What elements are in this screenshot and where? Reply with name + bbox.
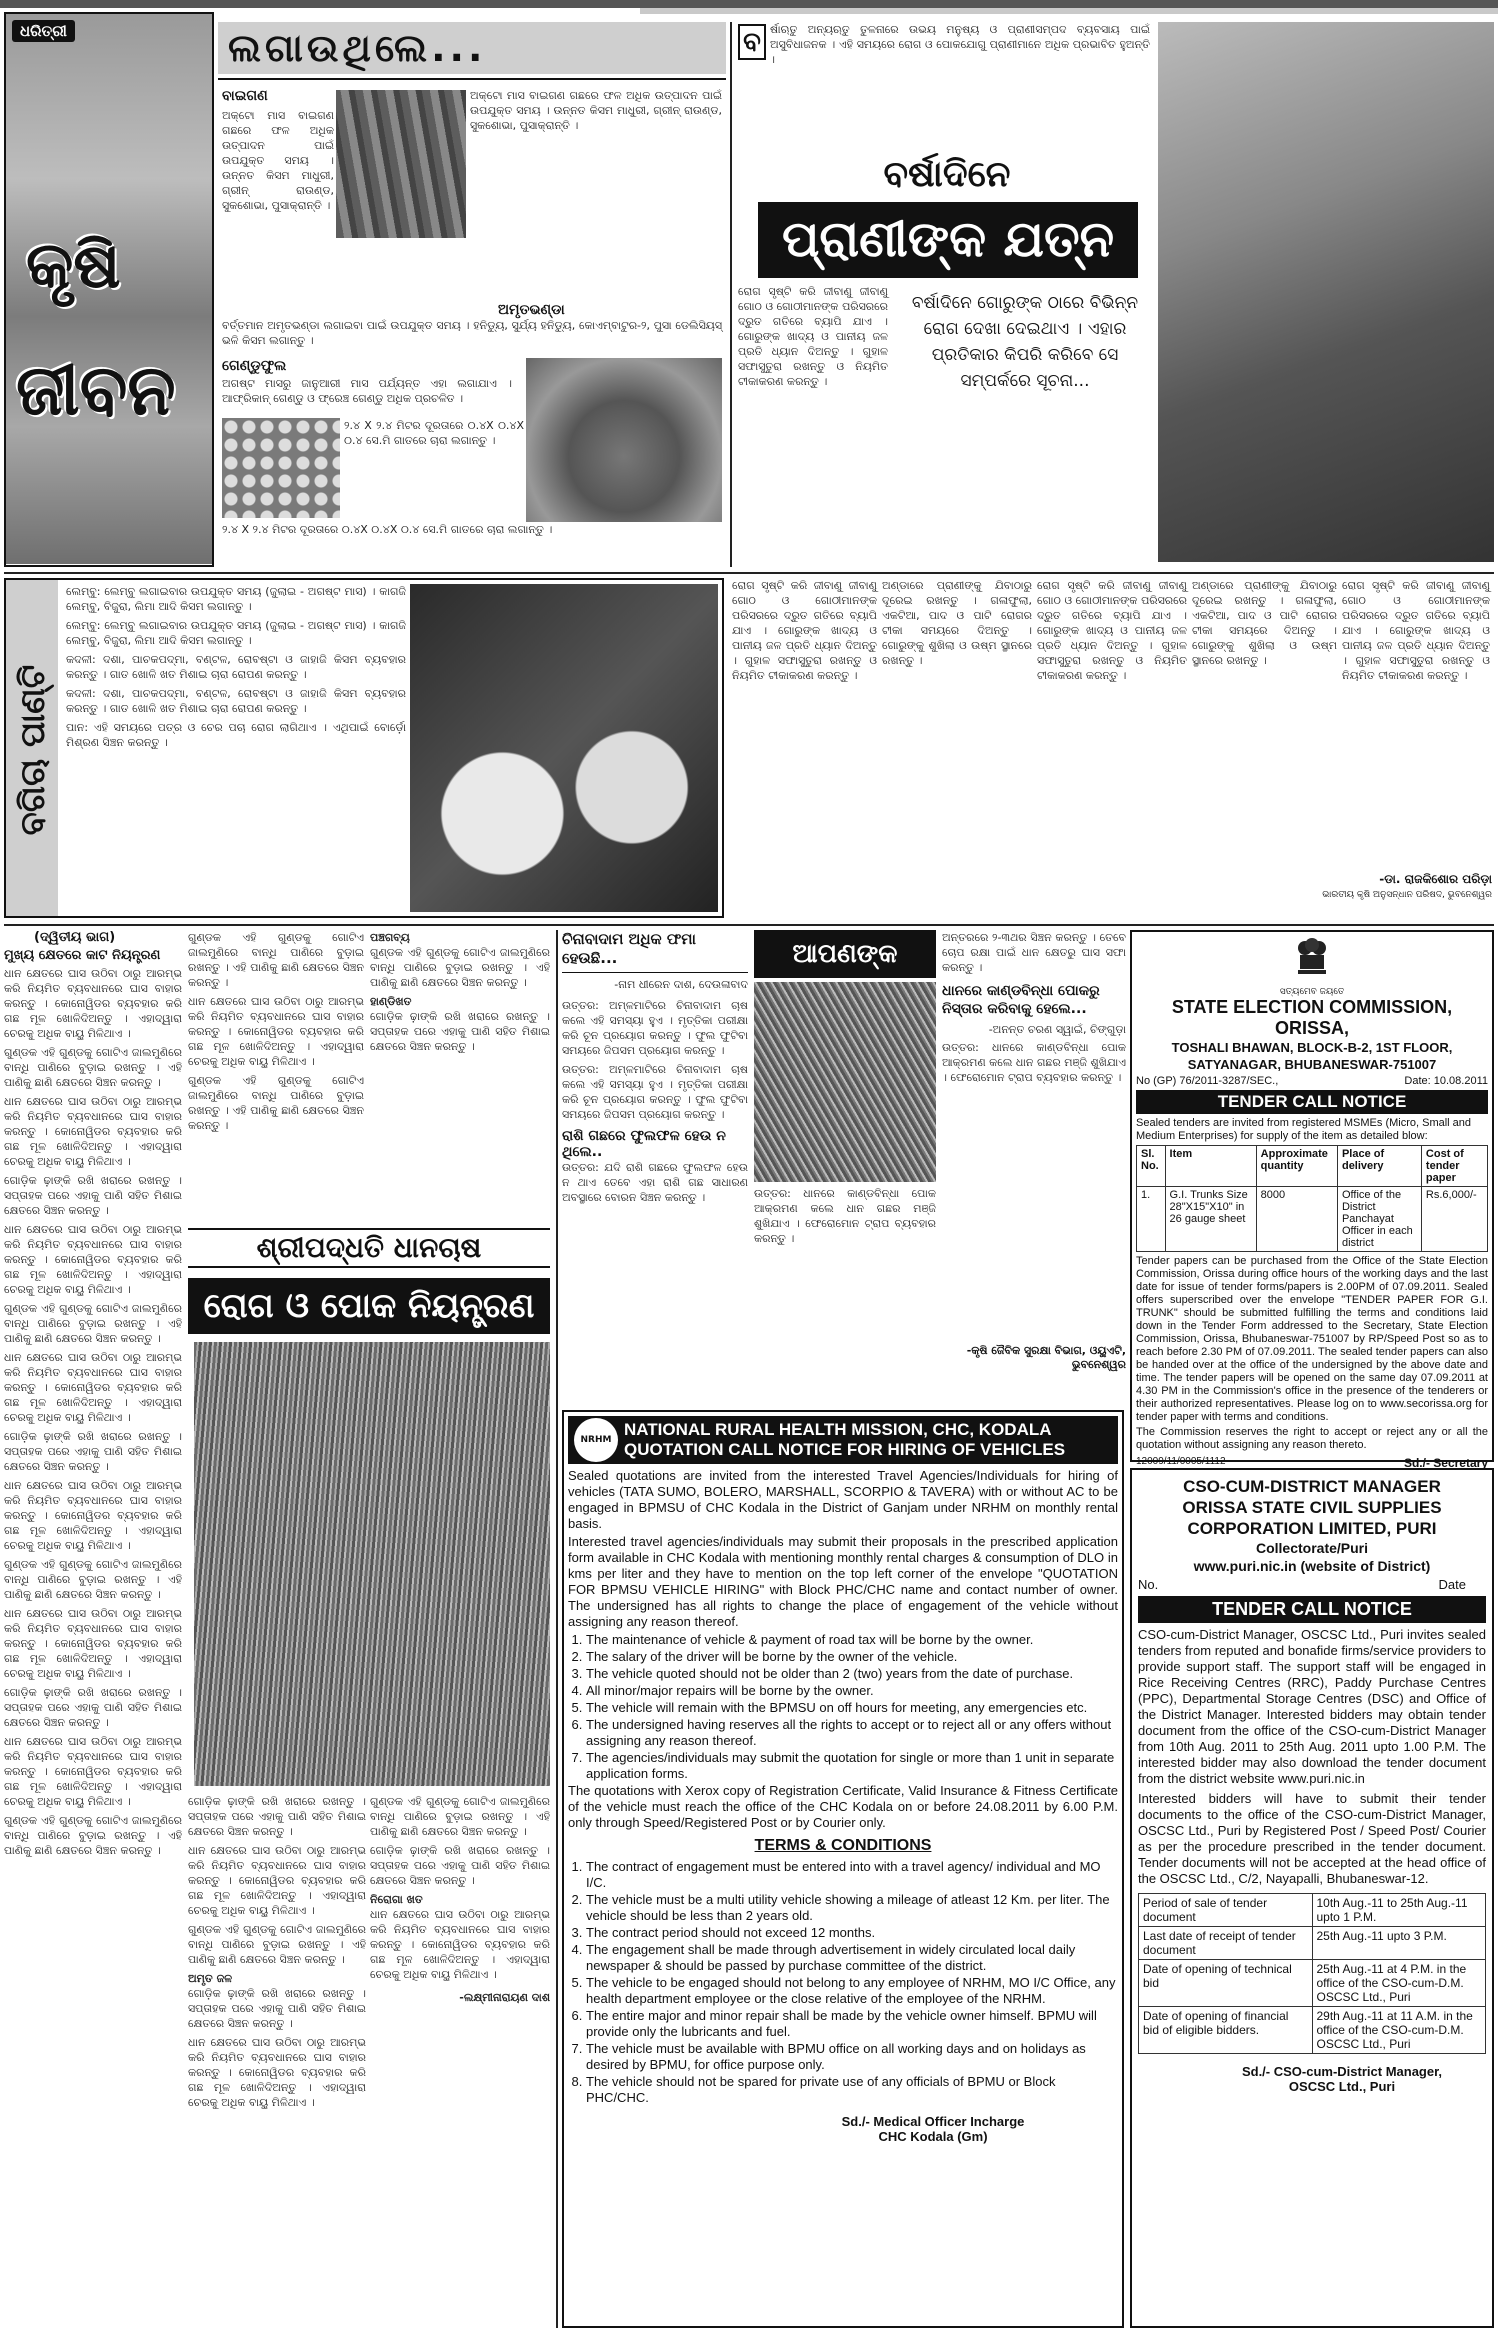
paddy-part: (ଦ୍ୱିତୀୟ ଭାଗ) bbox=[34, 930, 116, 945]
oscsc-sched-label-4: Date of opening of financial bid of eligible bidders. bbox=[1139, 2007, 1313, 2054]
nrhm-term-3: 3. The contract period should not exceed 12 months. bbox=[586, 1925, 1118, 1941]
oscsc-sched-value-3: 25th Aug.-11 at 4 P.M. in the office of the CSO-cum-D.M. OSCSC Ltd., Puri bbox=[1312, 1960, 1486, 2007]
paddy-col2b-p1: ଗୋଡ଼ିକ ଢ଼ାଙ୍କି ରଖି ଖରାରେ ରଖନ୍ତୁ । ସପ୍ତାହକ ପରେ ଏହାକୁ ପାଣି ସହିତ ମିଶାଇ କ୍ଷେତରେ ସିଞ୍ଚନ କରନ୍ତୁ । bbox=[188, 1795, 366, 1838]
animal-col-5: ରୋଗ ସୃଷ୍ଟି କରି ଜୀବାଣୁ ଜୀବାଣୁ ଗୋଠ ଓ ଗୋଠୀମାନଙ୍କ ପରିସରରେ ଦ୍ରୁତ ଗତିରେ ବ୍ୟାପି ଯାଏ । ଗୋରୁଙ୍କ ଖାଦ୍ୟ ଓ ପାନୀୟ ଜଳ ପ୍ରତି ଧ୍ୟାନ ଦିଅନ୍ତୁ । ଗୁହାଳ ସଫାସୁତୁରା ରଖନ୍ତୁ ଓ ନିୟମିତ ଟୀକାକରଣ କରନ୍ତୁ । bbox=[1342, 579, 1490, 682]
chinabadam-body-2: ଉତ୍ତର: ଅମ୍ଳମାଟିରେ ଚିନାବାଦାମ ଚାଷ କଲେ ଏହି ସମସ୍ୟା ହୁଏ । ମୃତ୍ତିକା ପରୀକ୍ଷା କରି ଚୂନ ପ୍ରୟୋଗ କରନ୍ତୁ । ଫୁଲ ଫୁଟିବା ସମୟରେ ଜିପସମ ପ୍ରୟୋଗ କରନ୍ତୁ । bbox=[562, 1063, 748, 1121]
paddy-sub-amrutajala: ଅମୃତ ଜଳ bbox=[188, 1972, 233, 1985]
paddy-col1-p8: ଗୋଡ଼ିକ ଢ଼ାଙ୍କି ରଖି ଖରାରେ ରଖନ୍ତୁ । ସପ୍ତାହକ ପରେ ଏହାକୁ ପାଣି ସହିତ ମିଶାଇ କ୍ଷେତରେ ସିଞ୍ଚନ କରନ୍ତୁ । bbox=[4, 1430, 182, 1473]
animal-headline-main: ପ୍ରାଣୀଙ୍କ ଯତ୍ନ bbox=[758, 202, 1138, 278]
paddy-col2b-p3: ଗୁଣ୍ଡକ ଏହି ଗୁଣ୍ଡକୁ ଗୋଟିଏ ଜାଲମୁଣିରେ ବାନ୍ଧି ପାଣିରେ ବୁଡ଼ାଇ ରଖନ୍ତୁ । ଏହି ପାଣିକୁ ଛାଣି କ୍ଷେତରେ ସିଞ୍ଚନ କରନ୍ତୁ । bbox=[188, 1923, 366, 1966]
sec-sign: Sd./- Secretary bbox=[1403, 1456, 1488, 1470]
top-band-gray bbox=[640, 8, 1498, 14]
paddy-col2b-p4: ଗୋଡ଼ିକ ଢ଼ାଙ୍କି ରଖି ଖରାରେ ରଖନ୍ତୁ । ସପ୍ତାହକ ପରେ ଏହାକୁ ପାଣି ସହିତ ମିଶାଇ କ୍ଷେତରେ ସିଞ୍ଚନ କରନ୍ତୁ । bbox=[188, 1987, 366, 2030]
garden-side-title: ବଗିଚା ପାଣ୍ଟି bbox=[13, 664, 53, 836]
table-row bbox=[1139, 1894, 1486, 1927]
cow-photo bbox=[1158, 22, 1494, 562]
planting-sub-baigana: ବାଇଗଣ bbox=[222, 88, 268, 104]
article-chinabadam bbox=[562, 930, 748, 1404]
marigold-photo bbox=[222, 418, 340, 518]
oscsc-date: Date bbox=[1438, 1577, 1466, 1592]
oscsc-sign-1: Sd./- CSO-cum-District Manager, bbox=[1241, 2064, 1443, 2079]
paddy-sub-nirogakhata: ନିରୋଗା ଖତ bbox=[370, 1893, 423, 1906]
paddy-col-3b bbox=[370, 1794, 550, 2324]
article-animal-cont bbox=[732, 578, 1494, 918]
paddy-sub-handikhata: ହାଣ୍ଡିଖତ bbox=[370, 995, 412, 1008]
animal-col-1: ରୋଗ ସୃଷ୍ଟି କରି ଜୀବାଣୁ ଜୀବାଣୁ ଗୋଠ ଓ ଗୋଠୀମାନଙ୍କ ପରିସରରେ ଦ୍ରୁତ ଗତିରେ ବ୍ୟାପି ଯାଏ । ଗୋରୁଙ୍କ ଖାଦ୍ୟ ଓ ପାନୀୟ ଜଳ ପ୍ରତି ଧ୍ୟାନ ଦିଅନ୍ତୁ । ଗୁହାଳ ସଫାସୁତୁରା ରଖନ୍ତୁ ଓ ନିୟମିତ ଟୀକାକରଣ କରନ୍ତୁ । bbox=[732, 579, 877, 682]
question-byline-2: -କୃଷି ଜୈବିକ ସୁରକ୍ଷା ବିଭାଗ, ଓୟୁଏଟି, ଭୁବନେଶ୍ୱର bbox=[966, 1344, 1126, 1371]
animal-dropcap: ବ bbox=[738, 24, 766, 60]
sec-emblem-caption: ସତ୍ୟମେବ ଜୟତେ bbox=[1279, 987, 1345, 997]
paddy-col1-p1: ଧାନ କ୍ଷେତରେ ଘାସ ଉଠିବା ଠାରୁ ଆରମ୍ଭ କରି ନିୟମିତ ବ୍ୟବଧାନରେ ଘାସ ବାହାର କରନ୍ତୁ । କୋନୋୱିଡର ବ୍ୟବହାର କରି ଗଛ ମୂଳ ଖୋଳିଦିଅନ୍ତୁ । ଏହାଦ୍ୱାରା ଚେରକୁ ଅଧିକ ବାୟୁ ମିଳିଥାଏ । bbox=[4, 967, 182, 1040]
masthead-panel bbox=[4, 12, 214, 567]
garden-lemon-2: ଲେମ୍ବୁ: ଲେମ୍ବୁ ଲଗାଇବାର ଉପଯୁକ୍ତ ସମୟ (ଜୁଲାଇ - ଅଗଷ୍ଟ ମାସ) । କାଗଜି ଲେମ୍ବୁ, ବିଜୁରା, ଲିମା ଆଦି କିସମ ଲଗାନ୍ତୁ । bbox=[66, 619, 406, 647]
nrhm-terms bbox=[568, 1859, 1118, 2106]
sec-th-1: Sl. No. bbox=[1137, 1146, 1166, 1187]
oscsc-sched-label-3: Date of opening of technical bid bbox=[1139, 1960, 1313, 2007]
emblem-icon bbox=[1292, 936, 1332, 984]
paddy-col3b-p3: ଧାନ କ୍ଷେତରେ ଘାସ ଉଠିବା ଠାରୁ ଆରମ୍ଭ କରି ନିୟମିତ ବ୍ୟବଧାନରେ ଘାସ ବାହାର କରନ୍ତୁ । କୋନୋୱିଡର ବ୍ୟବହାର କରି ଗଛ ମୂଳ ଖୋଳିଦିଅନ୍ତୁ । ଏହାଦ୍ୱାରା ଚେରକୁ ଅଧିକ ବାୟୁ ମିଳିଥାଏ । bbox=[370, 1908, 550, 1981]
paddy-col1-p12: ଗୋଡ଼ିକ ଢ଼ାଙ୍କି ରଖି ଖରାରେ ରଖନ୍ତୁ । ସପ୍ତାହକ ପରେ ଏହାକୁ ପାଣି ସହିତ ମିଶାଇ କ୍ଷେତରେ ସିଞ୍ଚନ କରନ୍ତୁ । bbox=[4, 1686, 182, 1729]
paddy-sub: ମୁଖ୍ୟ କ୍ଷେତରେ କାଟ ନିୟନ୍ତ୍ରଣ bbox=[4, 948, 161, 963]
article-planting bbox=[218, 22, 726, 567]
divider-row-2 bbox=[4, 924, 1494, 926]
animal-intro: ର୍ଷାଋତୁ ଅନ୍ୟଋତୁ ତୁଳନାରେ ଉଭୟ ମନୁଷ୍ୟ ଓ ପ୍ରାଣୀସମ୍ପଦ ବ୍ୟବସାୟ ପାଇଁ ଅସୁବିଧାଜନକ । ଏହି ସମୟରେ ରୋଗ ଓ ପୋକଯୋଗୁ ପ୍ରାଣୀମାନେ ଅଧିକ ପ୍ରଭାବିତ ହୁଅନ୍ତି । bbox=[770, 23, 1150, 66]
oscsc-sched-value-1: 10th Aug.-11 to 25th Aug.-11 upto 1 P.M. bbox=[1312, 1894, 1486, 1927]
garden-betel: ପାନ: ଏହି ସମୟରେ ପତ୍ର ଓ ଚେର ପଚା ରୋଗ ଲାଗିଥାଏ । ଏଥିପାଇଁ ବୋର୍ଡ଼ୋ ମିଶ୍ରଣ ସିଞ୍ଚନ କରନ୍ତୁ । bbox=[66, 721, 406, 749]
paddy-col-2b bbox=[188, 1794, 366, 2324]
paddy-col1-p2: ଗୁଣ୍ଡକ ଏହି ଗୁଣ୍ଡକୁ ଗୋଟିଏ ଜାଲମୁଣିରେ ବାନ୍ଧି ପାଣିରେ ବୁଡ଼ାଇ ରଖନ୍ତୁ । ଏହି ପାଣିକୁ ଛାଣି କ୍ଷେତରେ ସିଞ୍ଚନ କରନ୍ତୁ । bbox=[4, 1046, 182, 1089]
sec-td-3: 8000 bbox=[1256, 1187, 1337, 1252]
paddy-col-3 bbox=[370, 930, 550, 1226]
divider-row-1 bbox=[4, 572, 1494, 574]
question-q: ଧାନରେ କାଣ୍ଡବିନ୍ଧା ପୋକରୁ ନିସ୍ତାର କରିବାକୁ ହେଲେ... bbox=[942, 983, 1100, 1017]
paddy-col1-p10: ଗୁଣ୍ଡକ ଏହି ଗୁଣ୍ଡକୁ ଗୋଟିଏ ଜାଲମୁଣିରେ ବାନ୍ଧି ପାଣିରେ ବୁଡ଼ାଇ ରଖନ୍ତୁ । ଏହି ପାଣିକୁ ଛାଣି କ୍ଷେତରେ ସିଞ୍ଚନ କରନ୍ତୁ । bbox=[4, 1558, 182, 1601]
planting-sub-amrutabhanda: ଅମୃତଭଣ୍ଡା bbox=[498, 302, 565, 318]
oscsc-notice bbox=[1130, 1468, 1494, 2328]
table-row bbox=[1139, 1927, 1486, 1960]
nrhm-term-7: 7. The vehicle must be available with BPMU office on all working days and on holidays as desired by BPMU, for office purpose only. bbox=[586, 2041, 1118, 2073]
planting-heading-bar bbox=[218, 22, 726, 74]
paddy-field-photo bbox=[194, 1342, 550, 1786]
oscsc-body: CSO-cum-District Manager, OSCSC Ltd., Puri invites sealed tenders from reputed and bonafide firms/service providers to provide support staff. The support staff will be engaged in Rice Receiving Centres (RRC), Paddy Purchase Centres (PPC), Departmental Storage Centres (DSC) and Office of the District Manager. Interested bidders may obtain tender document from the office of the CSO-cum-District Manager from 10th Aug. 2011 to 25th Aug. 2011 upto 1.00 P.M. The interested bidder may also download the tender document from the district website www.puri.nic.in bbox=[1138, 1627, 1486, 1786]
nrhm-sign-2: CHC Kodala (Gm) bbox=[878, 2129, 988, 2144]
sec-th-3: Approximate quantity bbox=[1256, 1146, 1337, 1187]
nrhm-term-5: 5. The vehicle to be engaged should not belong to any employee of NRHM, MO I/C Office, any health department employee or the close relative of the employee of the NRHM. bbox=[586, 1975, 1118, 2007]
sec-body: Tender papers can be purchased from the Office of the State Election Commission, Orissa during office hours of the working days and the last date for issue of tender forms/papers is 2.00PM of 07.09.2011. Sealed offers superscribed over the envelope "TENDER PAPER FOR G.I. TRUNK" should be submitted fulfilling the terms and conditions laid down in the Tender Form addressed to the Secretary, State Election Commission, Orissa, Bhubaneswar-751007 by RP/Speed Post so as to reach before 2.30 PM of 07.09.2011. The sealed tender papers can also be handed over at the office of the undersigned by the above date and time. The tender papers will be opened on the same day 07.09.2011 at 4.30 PM in the Commission's office in the presence of the tenderers or their authorized representatives. Please log on to www.secorissa.org for tender paper with terms and conditions. bbox=[1136, 1255, 1488, 1423]
paddy-col1-p11: ଧାନ କ୍ଷେତରେ ଘାସ ଉଠିବା ଠାରୁ ଆରମ୍ଭ କରି ନିୟମିତ ବ୍ୟବଧାନରେ ଘାସ ବାହାର କରନ୍ତୁ । କୋନୋୱିଡର ବ୍ୟବହାର କରି ଗଛ ମୂଳ ଖୋଳିଦିଅନ୍ତୁ । ଏହାଦ୍ୱାରା ଚେରକୁ ଅଧିକ ବାୟୁ ମିଳିଥାଏ । bbox=[4, 1607, 182, 1680]
paddy-col2b-p2: ଧାନ କ୍ଷେତରେ ଘାସ ଉଠିବା ଠାରୁ ଆରମ୍ଭ କରି ନିୟମିତ ବ୍ୟବଧାନରେ ଘାସ ବାହାର କରନ୍ତୁ । କୋନୋୱିଡର ବ୍ୟବହାର କରି ଗଛ ମୂଳ ଖୋଳିଦିଅନ୍ତୁ । ଏହାଦ୍ୱାରା ଚେରକୁ ଅଧିକ ବାୟୁ ମିଳିଥାଏ । bbox=[188, 1844, 366, 1917]
nrhm-para2: Interested travel agencies/individuals may submit their proposals in the prescribed application form available in CHC Kodala with mentioning monthly rental charges & consumption of DLO in kms per liter and they have to mention on the top left corner of the envelope "QUOTATION FOR BPMSU VEHICLE HIRING" with Block PHC/CHC name and contact number of owner. The undersigned has all rights to change the place of engagement of the vehicle without assigning any reason thereof. bbox=[568, 1534, 1118, 1629]
planting-body-3b: ୨.୪ X ୨.୪ ମିଟର ଦୂରତାରେ ୦.୪X ୦.୪X ୦.୪ ସେ.ମି ଗାତରେ ଚାରା ଲଗାନ୍ତୁ । bbox=[344, 419, 524, 447]
paddy-stem-photo bbox=[754, 982, 936, 1182]
sec-td-4: Office of the District Panchayat Officer in each district bbox=[1337, 1187, 1421, 1252]
nrhm-condition-4: 4. All minor/major repairs will be borne by the owner. bbox=[586, 1683, 1118, 1699]
nrhm-condition-5: 5. The vehicle will remain with the BPMSU on off hours for meeting, any emergencies etc. bbox=[586, 1700, 1118, 1716]
paddy-col1-p4: ଗୋଡ଼ିକ ଢ଼ାଙ୍କି ରଖି ଖରାରେ ରଖନ୍ତୁ । ସପ୍ତାହକ ପରେ ଏହାକୁ ପାଣି ସହିତ ମିଶାଇ କ୍ଷେତରେ ସିଞ୍ଚନ କରନ୍ତୁ । bbox=[4, 1174, 182, 1217]
sec-ref: 12009/11/0005/1112 bbox=[1136, 1456, 1226, 1467]
nrhm-term-8: 8. The vehicle should not be spared for private use of any officials of BPMU or Block PHC/CHC. bbox=[586, 2074, 1118, 2106]
paddy-col3-p1: ଗୁଣ୍ଡକ ଏହି ଗୁଣ୍ଡକୁ ଗୋଟିଏ ଜାଲମୁଣିରେ ବାନ୍ଧି ପାଣିରେ ବୁଡ଼ାଇ ରଖନ୍ତୁ । ଏହି ପାଣିକୁ ଛାଣି କ୍ଷେତରେ ସିଞ୍ଚନ କରନ୍ତୁ । bbox=[370, 946, 550, 989]
nrhm-condition-7: 7. The agencies/individuals may submit the quotation for single or more than 1 unit in separate application forms. bbox=[586, 1750, 1118, 1782]
nrhm-title-1: NATIONAL RURAL HEALTH MISSION, CHC, KODALA bbox=[624, 1420, 1052, 1439]
article-paddy bbox=[4, 930, 552, 2328]
section-title-2: ଜୀବନ bbox=[16, 349, 176, 431]
sec-th-5: Cost of tender paper bbox=[1421, 1146, 1487, 1187]
nrhm-condition-1: 1. The maintenance of vehicle & payment of road tax will be borne by the owner. bbox=[586, 1632, 1118, 1648]
chinabadam-body: ଉତ୍ତର: ଅମ୍ଳମାଟିରେ ଚିନାବାଦାମ ଚାଷ କଲେ ଏହି ସମସ୍ୟା ହୁଏ । ମୃତ୍ତିକା ପରୀକ୍ଷା କରି ଚୂନ ପ୍ରୟୋଗ କରନ୍ତୁ । ଫୁଲ ଫୁଟିବା ସମୟରେ ଜିପସମ ପ୍ରୟୋଗ କରନ୍ତୁ । bbox=[562, 999, 748, 1057]
paddy-col3b-p2: ଗୋଡ଼ିକ ଢ଼ାଙ୍କି ରଖି ଖରାରେ ରଖନ୍ତୁ । ସପ୍ତାହକ ପରେ ଏହାକୁ ପାଣି ସହିତ ମିଶାଇ କ୍ଷେତରେ ସିଞ୍ଚନ କରନ୍ତୁ । bbox=[370, 1844, 550, 1887]
nrhm-terms-title: TERMS & CONDITIONS bbox=[754, 1837, 932, 1854]
article-garden bbox=[4, 578, 724, 918]
sec-emblem-wrap bbox=[1136, 936, 1488, 997]
oscsc-schedule bbox=[1138, 1893, 1486, 2054]
sec-refline bbox=[1136, 1075, 1488, 1087]
masthead-tag: ଧରିତ୍ରୀ bbox=[12, 20, 75, 42]
paddy-col3-p2: ଗୋଡ଼ିକ ଢ଼ାଙ୍କି ରଖି ଖରାରେ ରଖନ୍ତୁ । ସପ୍ତାହକ ପରେ ଏହାକୁ ପାଣି ସହିତ ମିଶାଇ କ୍ଷେତରେ ସିଞ୍ଚନ କରନ୍ତୁ । bbox=[370, 1010, 550, 1053]
sec-td-2: G.I. Trunks Size 28"X15"X10" in 26 gauge sheet bbox=[1165, 1187, 1256, 1252]
oscsc-sub-1: Collectorate/Puri bbox=[1255, 1540, 1369, 1556]
paddy-col1-p7: ଧାନ କ୍ଷେତରେ ଘାସ ଉଠିବା ଠାରୁ ଆରମ୍ଭ କରି ନିୟମିତ ବ୍ୟବଧାନରେ ଘାସ ବାହାର କରନ୍ତୁ । କୋନୋୱିଡର ବ୍ୟବହାର କରି ଗଛ ମୂଳ ଖୋଳିଦିଅନ୍ତୁ । ଏହାଦ୍ୱାରା ଚେରକୁ ଅଧିକ ବାୟୁ ମିଳିଥାଏ । bbox=[4, 1351, 182, 1424]
paddy-col2-p3: ଗୁଣ୍ଡକ ଏହି ଗୁଣ୍ଡକୁ ଗୋଟିଏ ଜାଲମୁଣିରେ ବାନ୍ଧି ପାଣିରେ ବୁଡ଼ାଇ ରଖନ୍ତୁ । ଏହି ପାଣିକୁ ଛାଣି କ୍ଷେତରେ ସିଞ୍ଚନ କରନ୍ତୁ । bbox=[188, 1074, 364, 1132]
planting-body-1: ଅକ୍ଟୋ ମାସ ବାଇଗଣ ଗଛରେ ଫଳ ଅଧିକ ଉତ୍ପାଦନ ପାଇଁ ଉପଯୁକ୍ତ ସମୟ । ଉନ୍ନତ କିସମ ମାଧୁରୀ, ଗ୍ରୀନ୍ ରାଉଣ୍ଡ, ସୁକଶୋଭା, ପୁସାକ୍ରାନ୍ତି । bbox=[222, 109, 334, 212]
sec-address-1: TOSHALI BHAWAN, BLOCK-B-2, 1ST FLOOR, bbox=[1171, 1040, 1453, 1055]
sec-notice bbox=[1130, 930, 1494, 1470]
nrhm-term-6: 6. The entire major and minor repair shall be made by the vehicle owner himself. BPMU will provide only the lubricants and fuel. bbox=[586, 2008, 1118, 2040]
sec-table-head bbox=[1137, 1146, 1488, 1187]
nrhm-xerox: The quotations with Xerox copy of Registration Certificate, Valid Insurance & Fitness Certificate of the vehicle must reach the office of the CHC Kodala on or before 24.08.2011 by 6.00 P.M. only through Speed/Registered Post or by Courier only. bbox=[568, 1783, 1118, 1830]
sec-intro: Sealed tenders are invited from registered MSMEs (Micro, Small and Medium Enterprises) for supply of the item as detailed blow: bbox=[1136, 1117, 1472, 1142]
sec-date: Date: 10.08.2011 bbox=[1404, 1075, 1488, 1087]
animal-headline-top: ବର୍ଷାଦିନେ bbox=[883, 154, 1011, 195]
oscsc-sched-value-2: 25th Aug.-11 upto 3 P.M. bbox=[1312, 1927, 1486, 1960]
planting-sub-gendu: ଗେଣ୍ଡୁଫୁଲ bbox=[222, 358, 287, 374]
oscsc-refline bbox=[1138, 1577, 1486, 1592]
animal-col-2: ଅଣ୍ଡାରେ ପ୍ରାଣୀଙ୍କୁ ଯିବାଠାରୁ ଦୂରେଇ ରଖନ୍ତୁ । ଗଳାଫୁଲା, ଏକଟିଆ, ପାଦ ଓ ପାଟି ରୋଗର ଟୀକା ସମୟରେ ଦିଅନ୍ତୁ । ଗୋରୁଙ୍କୁ ଶୁଖିଲା ଓ ଉଷ୍ମ ସ୍ଥାନରେ ରଖନ୍ତୁ । bbox=[882, 579, 1032, 667]
lemon-photo bbox=[410, 584, 718, 912]
oscsc-title-3: CORPORATION LIMITED, PURI bbox=[1187, 1519, 1437, 1538]
sec-no: No (GP) 76/2011-3287/SEC., bbox=[1136, 1075, 1279, 1087]
animal-byline: -ଡା. ରାଜକିଶୋର ପରିଡ଼ା bbox=[1379, 872, 1492, 886]
nrhm-notice bbox=[562, 1410, 1124, 2328]
nrhm-condition-2: 2. The salary of the driver will be borne by the owner of the vehicle. bbox=[586, 1649, 1118, 1665]
sec-body-2: The Commission reserves the right to accept or reject any or all the quotation without assigning any reason thereto. bbox=[1136, 1426, 1488, 1451]
sec-title: STATE ELECTION COMMISSION, ORISSA, bbox=[1171, 997, 1453, 1038]
question-answer: ଉତ୍ତର: ଧାନରେ କାଣ୍ଡବିନ୍ଧା ପୋକ ଆକ୍ରମଣ କଲେ ଧାନ ଗଛର ମଞ୍ଜି ଶୁଖିଯାଏ । ଫେରୋମୋନ ଟ୍ରାପ ବ୍ୟବହାର କରନ୍ତୁ । bbox=[942, 1041, 1126, 1084]
paddy-sub-panchagabya: ପଞ୍ଚଗବ୍ୟ bbox=[370, 931, 410, 944]
garden-side-bar bbox=[6, 580, 58, 916]
garden-banana-2: କଦଳୀ: ଦଶା, ପାଚକପଦ୍ମା, ବଣ୍ଟଳ, ରୋବଷ୍ଟା ଓ ଜାହାଜି କିସମ ବ୍ୟବହାର କରନ୍ତୁ । ଗାତ ଖୋଳି ଖତ ମିଶାଇ ଚାରା ରୋପଣ କରନ୍ତୁ । bbox=[66, 687, 406, 715]
paddy-col2b-p5: ଧାନ କ୍ଷେତରେ ଘାସ ଉଠିବା ଠାରୁ ଆରମ୍ଭ କରି ନିୟମିତ ବ୍ୟବଧାନରେ ଘାସ ବାହାର କରନ୍ତୁ । କୋନୋୱିଡର ବ୍ୟବହାର କରି ଗଛ ମୂଳ ଖୋଳିଦିଅନ୍ତୁ । ଏହାଦ୍ୱାରା ଚେରକୁ ଅଧିକ ବାୟୁ ମିଳିଥାଏ । bbox=[188, 2036, 366, 2109]
oscsc-sub-2: www.puri.nic.in (website of District) bbox=[1193, 1558, 1431, 1574]
nrhm-term-1: 1. The contract of engagement must be entered into with a travel agency/ individual and MO I/C. bbox=[586, 1859, 1118, 1891]
brinjal-photo bbox=[336, 90, 466, 238]
paddy-col2-p2: ଧାନ କ୍ଷେତରେ ଘାସ ଉଠିବା ଠାରୁ ଆରମ୍ଭ କରି ନିୟମିତ ବ୍ୟବଧାନରେ ଘାସ ବାହାର କରନ୍ତୁ । କୋନୋୱିଡର ବ୍ୟବହାର କରି ଗଛ ମୂଳ ଖୋଳିଦିଅନ୍ତୁ । ଏହାଦ୍ୱାରା ଚେରକୁ ଅଧିକ ବାୟୁ ମିଳିଥାଏ । bbox=[188, 995, 364, 1068]
animal-col-3: ରୋଗ ସୃଷ୍ଟି କରି ଜୀବାଣୁ ଜୀବାଣୁ ଗୋଠ ଓ ଗୋଠୀମାନଙ୍କ ପରିସରରେ ଦ୍ରୁତ ଗତିରେ ବ୍ୟାପି ଯାଏ । ଗୋରୁଙ୍କ ଖାଦ୍ୟ ଓ ପାନୀୟ ଜଳ ପ୍ରତି ଧ୍ୟାନ ଦିଅନ୍ତୁ । ଗୁହାଳ ସଫାସୁତୁରା ରଖନ୍ତୁ ଓ ନିୟମିତ ଟୀକାକରଣ କରନ୍ତୁ । bbox=[1037, 579, 1187, 682]
oscsc-notice-bar: TENDER CALL NOTICE bbox=[1138, 1596, 1486, 1623]
sec-th-4: Place of delivery bbox=[1337, 1146, 1421, 1187]
paddy-col1-p9: ଧାନ କ୍ଷେତରେ ଘାସ ଉଠିବା ଠାରୁ ଆରମ୍ଭ କରି ନିୟମିତ ବ୍ୟବଧାନରେ ଘାସ ବାହାର କରନ୍ତୁ । କୋନୋୱିଡର ବ୍ୟବହାର କରି ଗଛ ମୂଳ ଖୋଳିଦିଅନ୍ତୁ । ଏହାଦ୍ୱାରା ଚେରକୁ ଅଧିକ ବାୟୁ ମିଳିଥାଏ । bbox=[4, 1479, 182, 1552]
article-animal bbox=[738, 22, 1494, 567]
chinabadam-body-3: ଉତ୍ତର: ଯଦି ରାଶି ଗଛରେ ଫୁଲଫଳ ହେଉ ନ ଥାଏ ତେବେ ଏହା ରାଶି ଗଛ ସାଧାରଣ ଅବସ୍ଥାରେ ବୋରନ ସିଞ୍ଚନ କରନ୍ତୁ । bbox=[562, 1161, 748, 1204]
oscsc-body-2: Interested bidders will have to submit their tender documents to the office of the CSO-cum-District Manager, OSCSC Ltd., Puri by Registered Post / Speed Post/ Courier as per the procedure prescribed in the tender document. Tender documents will not be accepted at the head office of the OSCSC Ltd., C/2, Nayapalli, Bhubaneswar-12. bbox=[1138, 1791, 1486, 1886]
oscsc-sched-label-1: Period of sale of tender document bbox=[1139, 1894, 1313, 1927]
planting-heading-rule bbox=[218, 78, 726, 80]
nrhm-term-4: 4. The engagement shall be made through advertisement in widely circulated local daily newspaper & should be passed by purchase committee of the district. bbox=[586, 1942, 1118, 1974]
nrhm-sign-1: Sd./- Medical Officer Incharge bbox=[841, 2114, 1025, 2129]
table-row bbox=[1139, 1960, 1486, 2007]
divider-bottom-1 bbox=[556, 930, 558, 2328]
planting-body-3: ଅଗଷ୍ଟ ମାସରୁ ଜାନୁଆରୀ ମାସ ପର୍ଯ୍ୟନ୍ତ ଏହା ଲଗାଯାଏ । ଆଫ୍ରିକାନ୍ ଗେଣ୍ଡୁ ଓ ଫ୍ରେଞ୍ଚ ଗେଣ୍ଡୁ ଅଧିକ ପ୍ରଚଳିତ । bbox=[222, 377, 512, 405]
question-col-1: ଉତ୍ତର: ଧାନରେ କାଣ୍ଡବିନ୍ଧା ପୋକ ଆକ୍ରମଣ କଲେ ଧାନ ଗଛର ମଞ୍ଜି ଶୁଖିଯାଏ । ଫେରୋମୋନ ଟ୍ରାପ ବ୍ୟବହାର କରନ୍ତୁ । bbox=[754, 1187, 936, 1245]
paddy-headline-top: ଶ୍ରୀପଦ୍ଧତି ଧାନଚାଷ bbox=[188, 1228, 550, 1268]
paddy-byline: -ଲକ୍ଷ୍ମୀନାରାୟଣ ଦାଶ bbox=[459, 1991, 550, 2004]
oscsc-title-2: ORISSA STATE CIVIL SUPPLIES bbox=[1182, 1498, 1442, 1517]
nrhm-logo: NRHM bbox=[574, 1418, 618, 1462]
oscsc-sched-value-4: 29th Aug.-11 at 11 A.M. in the office of the CSO-cum-D.M. OSCSC Ltd., Puri bbox=[1312, 2007, 1486, 2054]
paddy-col-2 bbox=[188, 930, 364, 1226]
sec-th-2: Item bbox=[1165, 1146, 1256, 1187]
paddy-col1-p14: ଗୁଣ୍ଡକ ଏହି ଗୁଣ୍ଡକୁ ଗୋଟିଏ ଜାଲମୁଣିରେ ବାନ୍ଧି ପାଣିରେ ବୁଡ଼ାଇ ରଖନ୍ତୁ । ଏହି ପାଣିକୁ ଛାଣି କ୍ଷେତରେ ସିଞ୍ଚନ କରନ୍ତୁ । bbox=[4, 1814, 182, 1857]
planting-body-1b: ଅକ୍ଟୋ ମାସ ବାଇଗଣ ଗଛରେ ଫଳ ଅଧିକ ଉତ୍ପାଦନ ପାଇଁ ଉପଯୁକ୍ତ ସମୟ । ଉନ୍ନତ କିସମ ମାଧୁରୀ, ଗ୍ରୀନ୍ ରାଉଣ୍ଡ, ସୁକଶୋଭା, ପୁସାକ୍ରାନ୍ତି । bbox=[470, 89, 722, 132]
article-question bbox=[754, 930, 1126, 1404]
nrhm-conditions bbox=[568, 1632, 1118, 1782]
table-row bbox=[1139, 2007, 1486, 2054]
sec-address-2: SATYANAGAR, BHUBANESWAR-751007 bbox=[1187, 1057, 1437, 1072]
planting-body-4: ୨.୪ X ୨.୪ ମିଟର ଦୂରତାରେ ୦.୪X ୦.୪X ୦.୪ ସେ.ମି ଗାତରେ ଚାରା ଲଗାନ୍ତୁ । bbox=[222, 523, 553, 536]
oscsc-sign-2: OSCSC Ltd., Puri bbox=[1288, 2079, 1396, 2094]
question-intro: ଅନ୍ତରରେ ୨-୩ଥର ସିଞ୍ଚନ କରନ୍ତୁ । ତେବେ ଚୋପ ରକ୍ଷା ପାଇଁ ଧାନ କ୍ଷେତରୁ ଘାସ ସଫା କରନ୍ତୁ । bbox=[942, 931, 1126, 974]
table-row bbox=[1137, 1187, 1488, 1252]
divider-top bbox=[730, 22, 732, 567]
section-title-1: କୃଷି bbox=[26, 229, 121, 303]
garden-body bbox=[66, 584, 406, 914]
paddy-col1-p3: ଧାନ କ୍ଷେତରେ ଘାସ ଉଠିବା ଠାରୁ ଆରମ୍ଭ କରି ନିୟମିତ ବ୍ୟବଧାନରେ ଘାସ ବାହାର କରନ୍ତୁ । କୋନୋୱିଡର ବ୍ୟବହାର କରି ଗଛ ମୂଳ ଖୋଳିଦିଅନ୍ତୁ । ଏହାଦ୍ୱାରା ଚେରକୁ ଅଧିକ ବାୟୁ ମିଳିଥାଏ । bbox=[4, 1095, 182, 1168]
oscsc-sched-label-2: Last date of receipt of tender document bbox=[1139, 1927, 1313, 1960]
paddy-col1-p6: ଗୁଣ୍ଡକ ଏହି ଗୁଣ୍ଡକୁ ଗୋଟିଏ ଜାଲମୁଣିରେ ବାନ୍ଧି ପାଣିରେ ବୁଡ଼ାଇ ରଖନ୍ତୁ । ଏହି ପାଣିକୁ ଛାଣି କ୍ଷେତରେ ସିଞ୍ଚନ କରନ୍ତୁ । bbox=[4, 1302, 182, 1345]
planting-heading: ଲଗାଉଥିଲେ... bbox=[228, 26, 487, 70]
sec-table bbox=[1136, 1145, 1488, 1252]
nrhm-title-2: QUOTATION CALL NOTICE FOR HIRING OF VEHICLES bbox=[624, 1440, 1066, 1459]
planting-body-2: ବର୍ତ୍ତମାନ ଅମୃତଭଣ୍ଡା ଲଗାଇବା ପାଇଁ ଉପଯୁକ୍ତ ସମୟ । ହନିଡ୍ୟୁ, ସୁର୍ଯ୍ୟ ହନିଡ୍ୟୁ, କୋଏମ୍ବାଟୁର-୨, ପୁସା ଡେଲିସିୟସ୍ ଭଳି କିସମ ଲଗାନ୍ତୁ । bbox=[222, 319, 722, 347]
chinabadam-headline: ଚିନାବାଦାମ ଅଧିକ ଫମା ହେଉଛି... bbox=[562, 930, 748, 973]
oscsc-title-1: CSO-CUM-DISTRICT MANAGER bbox=[1183, 1477, 1441, 1496]
sec-notice-bar: TENDER CALL NOTICE bbox=[1136, 1090, 1488, 1114]
chinabadam-byline: -ନାମ ଧୀରେନ ଦାଶ, ଦେଉଳାବାଦ bbox=[614, 978, 748, 991]
paddy-col1-p5: ଧାନ କ୍ଷେତରେ ଘାସ ଉଠିବା ଠାରୁ ଆରମ୍ଭ କରି ନିୟମିତ ବ୍ୟବଧାନରେ ଘାସ ବାହାର କରନ୍ତୁ । କୋନୋୱିଡର ବ୍ୟବହାର କରି ଗଛ ମୂଳ ଖୋଳିଦିଅନ୍ତୁ । ଏହାଦ୍ୱାରା ଚେରକୁ ଅଧିକ ବାୟୁ ମିଳିଥାଏ । bbox=[4, 1223, 182, 1296]
nrhm-intro: Sealed quotations are invited from the interested Travel Agencies/Individuals for hiring of vehicles (TATA SUMO, BOLERO, MARSHALL, SCORPIO & TAVERA) with or without AC to be engaged in BPMSU of CHC Kodala in the District of Ganjam under NRHM on monthly rental basis. bbox=[568, 1468, 1118, 1531]
sec-td-1: 1. bbox=[1137, 1187, 1166, 1252]
paddy-col-1 bbox=[4, 966, 182, 2321]
paddy-col2-p1: ଗୁଣ୍ଡକ ଏହି ଗୁଣ୍ଡକୁ ଗୋଟିଏ ଜାଲମୁଣିରେ ବାନ୍ଧି ପାଣିରେ ବୁଡ଼ାଇ ରଖନ୍ତୁ । ଏହି ପାଣିକୁ ଛାଣି କ୍ଷେତରେ ସିଞ୍ଚନ କରନ୍ତୁ । bbox=[188, 931, 364, 989]
paddy-headline-main: ରୋଗ ଓ ପୋକ ନିୟନ୍ତ୍ରଣ bbox=[188, 1278, 550, 1334]
nrhm-condition-3: 3. The vehicle quoted should not be older than 2 (two) years from the date of purchase. bbox=[586, 1666, 1118, 1682]
sec-td-5: Rs.6,000/- bbox=[1421, 1187, 1487, 1252]
animal-body: ରୋଗ ସୃଷ୍ଟି କରି ଜୀବାଣୁ ଜୀବାଣୁ ଗୋଠ ଓ ଗୋଠୀମାନଙ୍କ ପରିସରରେ ଦ୍ରୁତ ଗତିରେ ବ୍ୟାପି ଯାଏ । ଗୋରୁଙ୍କ ଖାଦ୍ୟ ଓ ପାନୀୟ ଜଳ ପ୍ରତି ଧ୍ୟାନ ଦିଅନ୍ତୁ । ଗୁହାଳ ସଫାସୁତୁରା ରଖନ୍ତୁ ଓ ନିୟମିତ ଟୀକାକରଣ କରନ୍ତୁ । bbox=[738, 285, 888, 388]
paddy-col1-p13: ଧାନ କ୍ଷେତରେ ଘାସ ଉଠିବା ଠାରୁ ଆରମ୍ଭ କରି ନିୟମିତ ବ୍ୟବଧାନରେ ଘାସ ବାହାର କରନ୍ତୁ । କୋନୋୱିଡର ବ୍ୟବହାର କରି ଗଛ ମୂଳ ଖୋଳିଦିଅନ୍ତୁ । ଏହାଦ୍ୱାରା ଚେରକୁ ଅଧିକ ବାୟୁ ମିଳିଥାଏ । bbox=[4, 1735, 182, 1808]
oscsc-no: No. bbox=[1138, 1577, 1159, 1592]
nrhm-condition-6: 6. The undersigned having reserves all the rights to accept or to reject all or any offers without assigning any reason thereof. bbox=[586, 1717, 1118, 1749]
top-band bbox=[0, 0, 1498, 8]
animal-byline-2: ଭାରତୀୟ କୃଷି ଅନୁସନ୍ଧାନ ପରିଷଦ, ଭୁବନେଶ୍ୱର bbox=[1322, 890, 1492, 900]
question-heading: ଆପଣଙ୍କ bbox=[754, 930, 936, 978]
animal-col-4: ଅଣ୍ଡାରେ ପ୍ରାଣୀଙ୍କୁ ଯିବାଠାରୁ ଦୂରେଇ ରଖନ୍ତୁ । ଗଳାଫୁଲା, ଏକଟିଆ, ପାଦ ଓ ପାଟି ରୋଗର ଟୀକା ସମୟରେ ଦିଅନ୍ତୁ । ଗୋରୁଙ୍କୁ ଶୁଖିଲା ଓ ଉଷ୍ମ ସ୍ଥାନରେ ରଖନ୍ତୁ । bbox=[1192, 579, 1337, 667]
garden-banana: କଦଳୀ: ଦଶା, ପାଚକପଦ୍ମା, ବଣ୍ଟଳ, ରୋବଷ୍ଟା ଓ ଜାହାଜି କିସମ ବ୍ୟବହାର କରନ୍ତୁ । ଗାତ ଖୋଳି ଖତ ମିଶାଇ ଚାରା ରୋପଣ କରନ୍ତୁ । bbox=[66, 653, 406, 681]
garden-lemon: ଲେମ୍ବୁ: ଲେମ୍ବୁ ଲଗାଇବାର ଉପଯୁକ୍ତ ସମୟ (ଜୁଲାଇ - ଅଗଷ୍ଟ ମାସ) । କାଗଜି ଲେମ୍ବୁ, ବିଜୁରା, ଲିମା ଆଦି କିସମ ଲଗାନ୍ତୁ । bbox=[66, 585, 406, 613]
papaya-photo bbox=[526, 358, 722, 522]
animal-blurb: ବର୍ଷାଦିନେ ଗୋରୁଙ୍କ ଠାରେ ବିଭିନ୍ନ ରୋଗ ଦେଖା ଦେଇଥାଏ । ଏହାର ପ୍ରତିକାର କିପରି କରିବେ ସେ ସମ୍ପର୍କରେ ସୂଚନା... bbox=[911, 293, 1139, 391]
nrhm-term-2: 2. The vehicle must be a multi utility vehicle showing a mileage of atleast 12 Km. per liter. The vehicle should be less than 2 years old. bbox=[586, 1892, 1118, 1924]
chinabadam-sub2: ରାଶି ଗଛରେ ଫୁଲଫଳ ହେଉ ନ ଥିଲେ.. bbox=[562, 1128, 726, 1160]
nrhm-title-bar bbox=[568, 1416, 1118, 1464]
question-byline: -ଅନନ୍ତ ଚରଣ ସ୍ୱାଇଁ, ଚିଙ୍ଗୁଡ଼ା bbox=[988, 1023, 1126, 1036]
paddy-col3b-p1: ଗୁଣ୍ଡକ ଏହି ଗୁଣ୍ଡକୁ ଗୋଟିଏ ଜାଲମୁଣିରେ ବାନ୍ଧି ପାଣିରେ ବୁଡ଼ାଇ ରଖନ୍ତୁ । ଏହି ପାଣିକୁ ଛାଣି କ୍ଷେତରେ ସିଞ୍ଚନ କରନ୍ତୁ । bbox=[370, 1795, 550, 1838]
